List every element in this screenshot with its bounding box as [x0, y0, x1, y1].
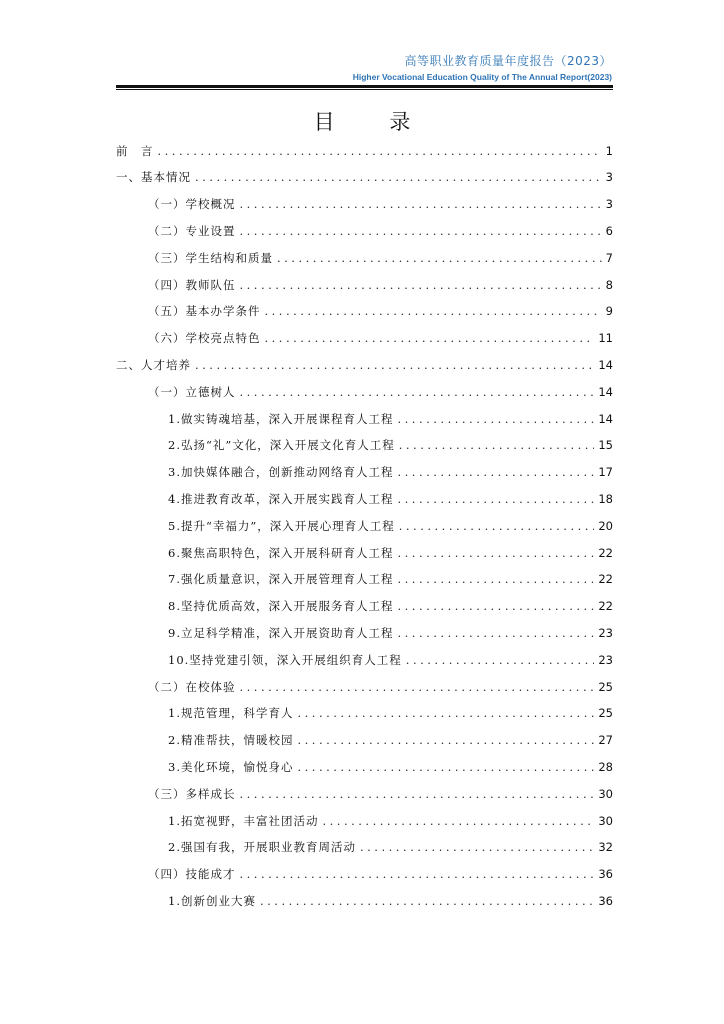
toc-entry-label: 前 言: [116, 143, 154, 158]
toc-entry[interactable]: [116, 272, 613, 299]
toc-entry-label: （二）在校体验: [148, 679, 236, 694]
toc-entry[interactable]: [116, 326, 613, 353]
header-rule-thick: [116, 85, 613, 88]
toc-entry[interactable]: [116, 567, 613, 594]
toc-entry-page-number: 23: [598, 625, 613, 640]
dot-leader: [360, 842, 594, 854]
toc-entry-label: （四）教师队伍: [148, 277, 236, 292]
dot-leader: [397, 494, 594, 506]
toc-entry-label: 10.坚持党建引领，深入开展组织育人工程: [168, 652, 402, 667]
toc-entry[interactable]: [116, 460, 613, 487]
toc-entry[interactable]: [116, 808, 613, 835]
toc-entry[interactable]: [116, 540, 613, 567]
toc-entry[interactable]: [116, 192, 613, 219]
toc-entry[interactable]: [116, 888, 613, 915]
dot-leader: [277, 253, 602, 265]
toc-entry-label: 6.聚焦高职特色，深入开展科研育人工程: [168, 545, 394, 560]
toc-entry-page-number: 8: [605, 277, 613, 292]
toc-entry-label: （三）多样成长: [148, 786, 236, 801]
toc-entry-label: 2.弘扬“礼”文化，深入开展文化育人工程: [168, 438, 395, 453]
dot-leader: [399, 521, 595, 533]
dot-leader: [322, 816, 594, 828]
toc-entry[interactable]: [116, 138, 613, 165]
toc-entry[interactable]: [116, 433, 613, 460]
header-rule-thin: [116, 89, 613, 90]
dot-leader: [297, 735, 594, 747]
toc-entry-label: 4.推进教育改革，深入开展实践育人工程: [168, 492, 394, 506]
dot-leader: [406, 655, 595, 667]
dot-leader: [240, 280, 602, 292]
toc-entry-page-number: 6: [605, 224, 613, 239]
toc-entry-page-number: 14: [598, 411, 613, 426]
toc-entry-page-number: 1: [605, 143, 613, 158]
toc-entry-page-number: 3: [605, 197, 613, 212]
dot-leader: [265, 306, 602, 318]
dot-leader: [240, 387, 595, 399]
toc-entry-page-number: 11: [598, 331, 613, 346]
dot-leader: [397, 548, 594, 560]
toc-entry[interactable]: [116, 406, 613, 433]
dot-leader: [240, 682, 595, 694]
toc-entry-page-number: 7: [605, 250, 613, 265]
toc-entry[interactable]: [116, 594, 613, 621]
toc-entry[interactable]: [116, 754, 613, 781]
toc-entry-page-number: 20: [598, 518, 613, 533]
toc-entry-page-number: 25: [598, 679, 613, 694]
dot-leader: [158, 146, 602, 158]
toc-entry[interactable]: [116, 835, 613, 862]
dot-leader: [260, 896, 594, 908]
dot-leader: [240, 199, 602, 211]
toc-entry-page-number: 30: [598, 786, 613, 801]
toc-entry-label: 2.精准帮扶，情暖校园: [168, 733, 294, 748]
toc-entry-label: 9.立足科学精准，深入开展资助育人工程: [168, 625, 394, 640]
toc-entry-page-number: 36: [598, 893, 613, 908]
report-title-en: Higher Vocational Education Quality of The Annual Report(2023): [352, 72, 612, 82]
toc-entry-label: 5.提升“幸福力”，深入开展心理育人工程: [168, 518, 395, 533]
toc-entry-page-number: 32: [598, 840, 613, 855]
toc-entry-page-number: 36: [598, 867, 613, 882]
toc-entry-page-number: 28: [598, 759, 613, 774]
toc-entry-page-number: 22: [598, 599, 613, 614]
dot-leader: [195, 172, 602, 184]
toc-entry-page-number: 18: [598, 492, 613, 506]
toc-entry-page-number: 9: [605, 304, 613, 319]
dot-leader: [397, 467, 594, 479]
dot-leader: [195, 360, 594, 372]
toc-entry-label: （四）技能成才: [148, 867, 236, 882]
toc-entry[interactable]: [116, 299, 613, 326]
toc-entry[interactable]: [116, 245, 613, 272]
toc-entry-page-number: 23: [598, 652, 613, 667]
dot-leader: [240, 226, 602, 238]
toc-entry[interactable]: [116, 781, 613, 808]
toc-entry-label: 1.做实铸魂培基，深入开展课程育人工程: [168, 411, 394, 426]
toc-entry[interactable]: [116, 379, 613, 406]
toc-entry[interactable]: [116, 674, 613, 701]
table-of-contents: [116, 138, 613, 915]
toc-entry-page-number: 22: [598, 572, 613, 587]
toc-entry[interactable]: [116, 862, 613, 889]
toc-entry-page-number: 14: [598, 384, 613, 399]
dot-leader: [397, 414, 594, 426]
toc-entry-page-number: 15: [598, 438, 613, 453]
dot-leader: [240, 789, 595, 801]
toc-entry-page-number: 3: [605, 170, 613, 185]
toc-entry-page-number: 22: [598, 545, 613, 560]
toc-entry[interactable]: [116, 352, 613, 379]
toc-entry-label: （一）立德树人: [148, 384, 236, 399]
toc-entry-label: （三）学生结构和质量: [148, 250, 273, 265]
toc-entry-label: 1.规范管理，科学育人: [168, 706, 294, 721]
dot-leader: [265, 333, 595, 345]
dot-leader: [240, 869, 595, 881]
toc-entry-label: （五）基本办学条件: [148, 304, 261, 319]
toc-entry[interactable]: [116, 165, 613, 192]
toc-entry[interactable]: [116, 218, 613, 245]
toc-entry-label: 1.拓宽视野，丰富社团活动: [168, 813, 319, 828]
toc-entry[interactable]: [116, 701, 613, 728]
toc-entry-label: 二、人才培养: [116, 358, 191, 373]
dot-leader: [397, 601, 594, 613]
toc-entry-page-number: 30: [598, 813, 613, 828]
toc-entry-page-number: 25: [598, 706, 613, 721]
toc-entry-page-number: 27: [598, 733, 613, 748]
toc-entry-label: 8.坚持优质高效，深入开展服务育人工程: [168, 599, 394, 614]
toc-entry-label: 1.创新创业大赛: [168, 893, 256, 908]
toc-entry-label: 一、基本情况: [116, 170, 191, 185]
toc-entry-page-number: 14: [598, 358, 613, 373]
toc-entry-label: 3.美化环境，愉悦身心: [168, 759, 294, 774]
toc-entry-label: 3.加快媒体融合，创新推动网络育人工程: [168, 465, 394, 480]
toc-entry[interactable]: [116, 647, 613, 674]
toc-heading: 目 录: [313, 110, 435, 134]
dot-leader: [297, 762, 594, 774]
toc-entry[interactable]: [116, 486, 613, 513]
toc-entry-label: 7.强化质量意识，深入开展管理育人工程: [168, 572, 394, 587]
toc-entry-label: （二）专业设置: [148, 224, 236, 239]
dot-leader: [397, 628, 594, 640]
report-title-cn: 高等职业教育质量年度报告（2023）: [404, 54, 612, 68]
dot-leader: [397, 574, 594, 586]
toc-entry[interactable]: [116, 513, 613, 540]
toc-entry-label: 2.强国有我，开展职业教育周活动: [168, 840, 356, 855]
toc-entry-page-number: 17: [598, 465, 613, 480]
toc-entry-label: （六）学校亮点特色: [148, 331, 261, 346]
toc-entry[interactable]: [116, 728, 613, 755]
toc-entry[interactable]: [116, 620, 613, 647]
toc-entry-label: （一）学校概况: [148, 197, 236, 212]
dot-leader: [297, 708, 594, 720]
dot-leader: [399, 440, 595, 452]
